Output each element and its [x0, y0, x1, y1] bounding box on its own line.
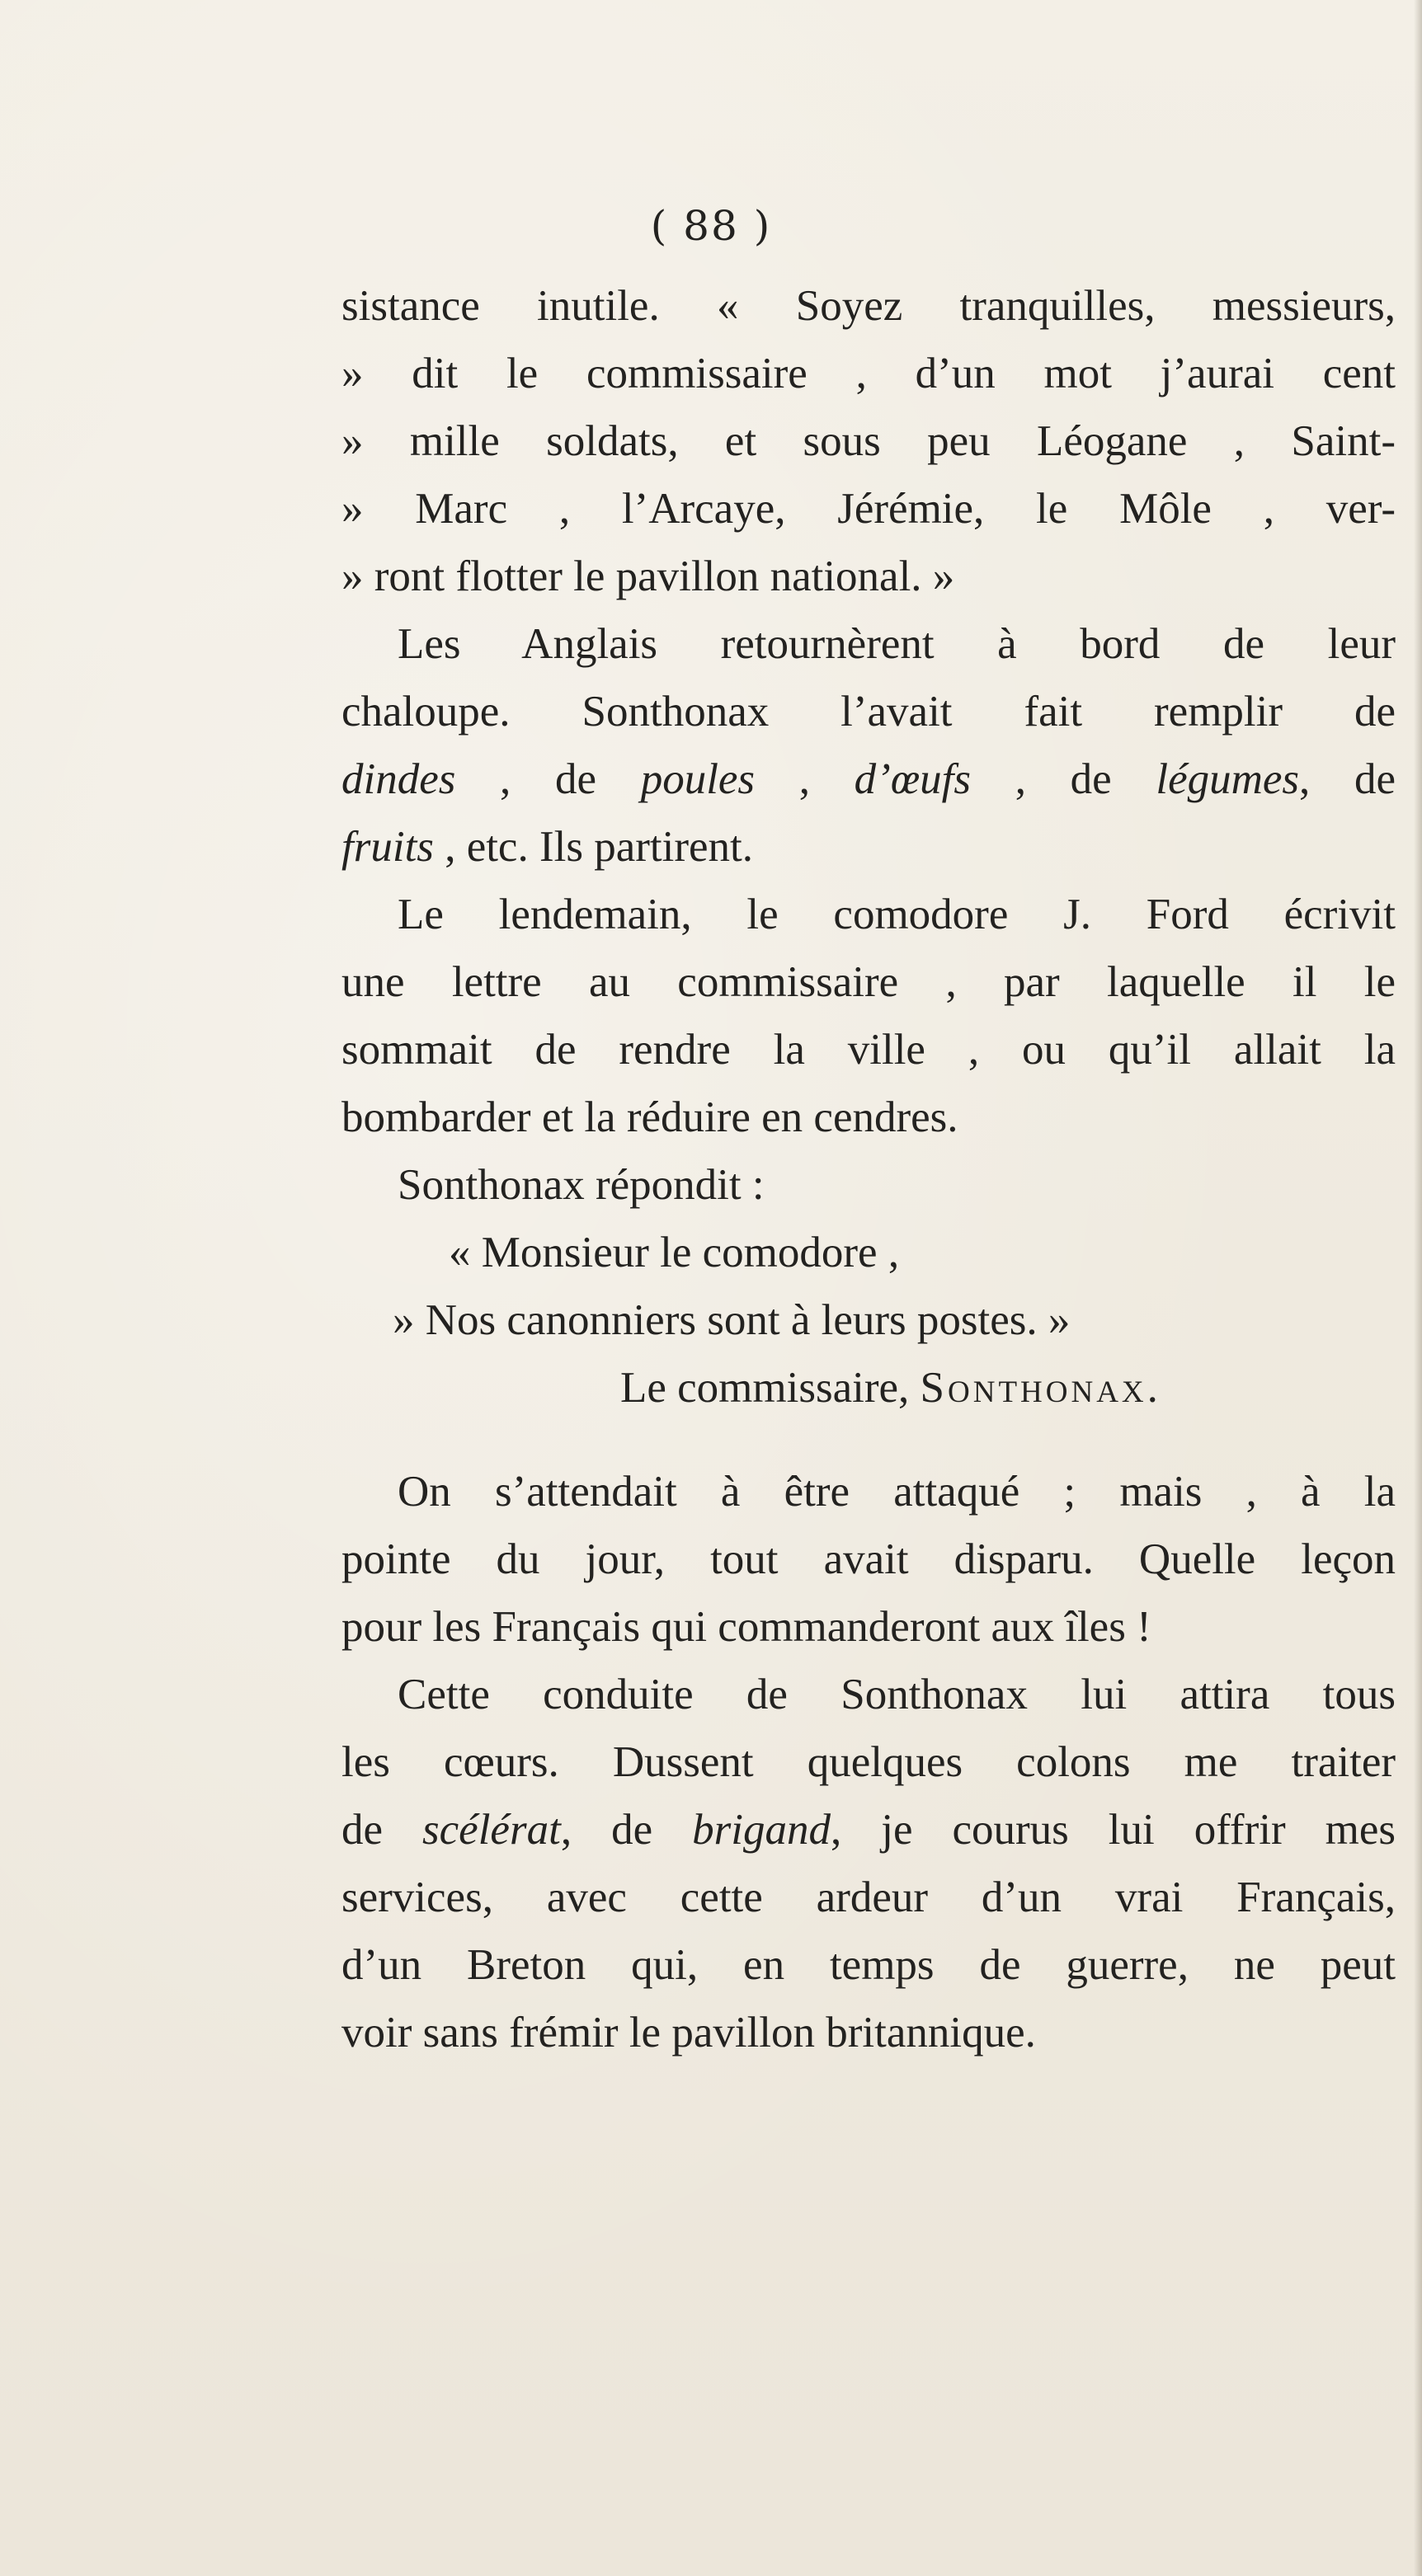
text-line: d’un Breton qui, en temps de guerre, ne peut — [341, 1941, 1396, 1989]
text-line: fruits , etc. Ils partirent. — [341, 823, 753, 871]
text-line: les cœurs. Dussent quelques colons me traiter — [341, 1738, 1396, 1786]
text-line: » dit le commissaire , d’un mot j’aurai cent — [341, 350, 1396, 397]
text-line: de scélérat, de brigand, je courus lui offrir mes — [341, 1806, 1396, 1854]
letter-signature — [341, 1354, 1396, 1422]
text-line: sommait de rendre la ville , ou qu’il allait la — [341, 1026, 1396, 1074]
body-text — [341, 272, 1396, 2066]
letter-salutation: « Monsieur le comodore , — [449, 1229, 900, 1276]
text-line: services, avec cette ardeur d’un vrai Français, — [341, 1873, 1396, 1921]
text-line: » mille soldats, et sous peu Léogane , Saint- — [341, 417, 1396, 465]
text-line: chaloupe. Sonthonax l’avait fait remplir de — [341, 688, 1396, 736]
letter-body: » Nos canonniers sont à leurs postes. » — [393, 1296, 1071, 1344]
text-line: une lettre au commissaire , par laquelle il le — [341, 958, 1396, 1006]
spacer — [341, 1422, 1396, 1458]
paragraph-start: Cette conduite de Sonthonax lui attira tous — [398, 1671, 1396, 1718]
text-line: voir sans frémir le pavillon britannique. — [341, 2009, 1036, 2057]
signature-title: Le commissaire, — [620, 1364, 910, 1412]
page-edge-shadow — [1414, 0, 1422, 2576]
text-line: dindes , de poules , d’œufs , de légumes, de — [341, 755, 1396, 803]
text-line: sistance inutile. « Soyez tranquilles, messieurs, — [341, 282, 1396, 330]
page-number: ( 88 ) — [650, 202, 772, 250]
signature-name: Sonthonax. — [920, 1364, 1161, 1412]
text-line: pointe du jour, tout avait disparu. Quelle leçon — [341, 1535, 1396, 1583]
paragraph-start: Les Anglais retournèrent à bord de leur — [398, 620, 1396, 668]
text-line: pour les Français qui commanderont aux îles ! — [341, 1603, 1151, 1651]
paragraph-start: Sonthonax répondit : — [398, 1161, 765, 1209]
paragraph-start: Le lendemain, le comodore J. Ford écrivit — [398, 891, 1396, 938]
text-line: » ront flotter le pavillon national. » — [341, 552, 955, 600]
text-line: bombarder et la réduire en cendres. — [341, 1093, 958, 1141]
text-line: » Marc , l’Arcaye, Jérémie, le Môle , ver- — [341, 485, 1396, 533]
paragraph-start: On s’attendait à être attaqué ; mais , à la — [398, 1468, 1396, 1516]
